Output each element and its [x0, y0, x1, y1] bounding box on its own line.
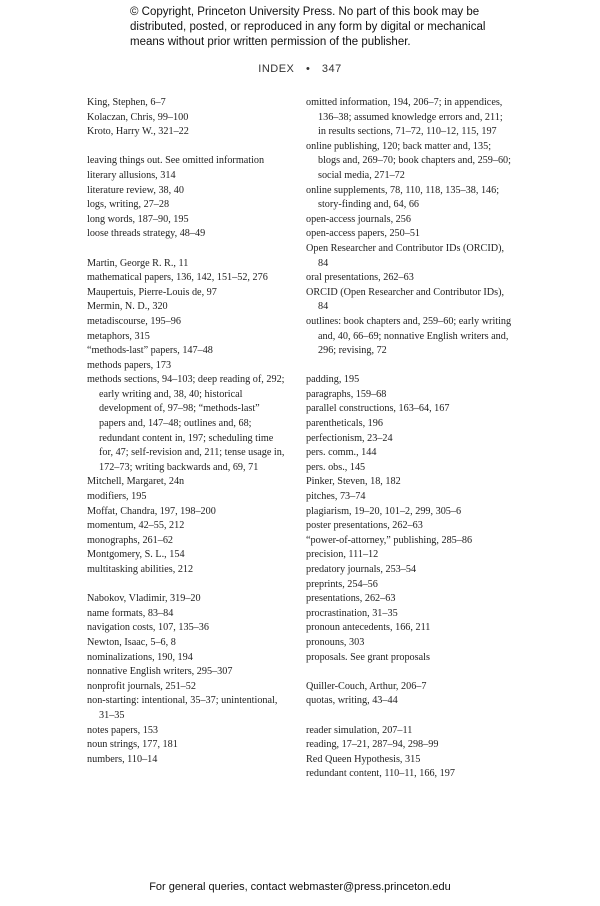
header-bullet: • [305, 63, 311, 75]
index-entry: presentations, 262–63 [306, 593, 396, 605]
index-entry: King, Stephen, 6–7 [87, 97, 166, 108]
index-entry: perfectionism, 23–24 [306, 432, 393, 444]
index-entry: modifiers, 195 [87, 491, 147, 503]
index-entry: Kroto, Harry W., 321–22 [87, 126, 189, 138]
index-entry: parentheticals, 196 [306, 418, 383, 430]
index-entry: Quiller-Couch, Arthur, 206–7 [306, 680, 427, 692]
index-entry: paragraphs, 159–68 [306, 388, 387, 400]
index-entry: name formats, 83–84 [87, 607, 174, 619]
index-entry: Open Researcher and Contributor IDs (ORCID), 84 [306, 242, 505, 269]
index-entry: pitches, 73–74 [306, 491, 366, 503]
index-entry: notes papers, 153 [87, 724, 159, 736]
index-entry: literary allusions, 314 [87, 169, 176, 181]
index-entry: quotas, writing, 43–44 [306, 695, 398, 707]
index-entry: metaphors, 315 [87, 330, 150, 342]
index-entry: redundant content, 110–11, 166, 197 [306, 768, 455, 780]
index-entry: Montgomery, S. L., 154 [87, 549, 185, 561]
index-entry: “power-of-attorney,” publishing, 285–86 [306, 534, 473, 546]
index-entry: omitted information, 194, 206–7; in appendices, 136–38; assumed knowledge errors and, 211; in results sections, 71–72, 110–12, 115, 197 [306, 97, 503, 138]
index-entry: open-access papers, 250–51 [306, 228, 421, 240]
index-entry: ORCID (Open Researcher and Contributor IDs), 84 [306, 286, 505, 313]
index-gap [306, 359, 512, 374]
index-entry: proposals. See grant proposals [306, 651, 430, 663]
index-entry: open-access journals, 256 [306, 213, 411, 225]
index-entry: nonprofit journals, 251–52 [87, 680, 196, 692]
index-gap [87, 242, 287, 257]
index-gap [87, 140, 287, 155]
index-entry: leaving things out. See omitted information [87, 155, 265, 167]
index-entry: long words, 187–90, 195 [87, 213, 189, 225]
index-entry: Pinker, Steven, 18, 182 [306, 476, 401, 488]
index-entry: nominalizations, 190, 194 [87, 651, 193, 663]
index-entry: reading, 17–21, 287–94, 298–99 [306, 739, 439, 751]
index-entry: Red Queen Hypothesis, 315 [306, 753, 421, 765]
index-gap [306, 665, 512, 680]
index-entry: Mermin, N. D., 320 [87, 301, 168, 313]
index-entry: momentum, 42–55, 212 [87, 520, 185, 532]
index-gap [306, 709, 512, 724]
index-entry: multitasking abilities, 212 [87, 564, 194, 575]
index-entry: navigation costs, 107, 135–36 [87, 622, 209, 634]
index-entry: loose threads strategy, 48–49 [87, 228, 206, 240]
index-entry: predatory journals, 253–54 [306, 564, 417, 575]
index-column-right [306, 96, 512, 782]
section-title: INDEX [258, 63, 295, 75]
index-entry: literature review, 38, 40 [87, 184, 184, 196]
index-entry: numbers, 110–14 [87, 753, 158, 765]
index-entry: nonnative English writers, 295–307 [87, 666, 233, 678]
index-entry: monographs, 261–62 [87, 534, 174, 546]
index-entry: padding, 195 [306, 374, 360, 386]
index-entry: Nabokov, Vladimir, 319–20 [87, 593, 201, 605]
index-entry: reader simulation, 207–11 [306, 724, 413, 736]
index-entry: Maupertuis, Pierre-Louis de, 97 [87, 286, 217, 298]
index-entry: pers. obs., 145 [306, 461, 366, 473]
index-entry: pronouns, 303 [306, 636, 365, 648]
index-entry: methods papers, 173 [87, 359, 172, 371]
index-entry: procrastination, 31–35 [306, 607, 398, 619]
index-entry: Martin, George R. R., 11 [87, 257, 189, 269]
index-entry: “methods-last” papers, 147–48 [87, 345, 213, 357]
index-entry: Moffat, Chandra, 197, 198–200 [87, 505, 216, 517]
index-entry: logs, writing, 27–28 [87, 199, 170, 211]
index-entry: pers. comm., 144 [306, 447, 377, 459]
index-entry: Mitchell, Margaret, 24n [87, 476, 185, 488]
index-entry: metadiscourse, 195–96 [87, 315, 181, 327]
index-gap [87, 578, 287, 593]
footer-contact: For general queries, contact webmaster@press.princeton.edu [149, 881, 451, 893]
index-entry: Kolaczan, Chris, 99–100 [87, 111, 189, 123]
index-entry: Newton, Isaac, 5–6, 8 [87, 636, 176, 648]
index-entry: noun strings, 177, 181 [87, 739, 178, 751]
index-entry: plagiarism, 19–20, 101–2, 299, 305–6 [306, 505, 462, 517]
index-column-left [87, 96, 287, 767]
index-entry: outlines: book chapters and, 259–60; early writing and, 40, 66–69; nonnative English writers and, 296; revising, 72 [306, 315, 512, 357]
index-entry: mathematical papers, 136, 142, 151–52, 276 [87, 272, 268, 284]
index-entry: pronoun antecedents, 166, 211 [306, 622, 431, 634]
index-entry: precision, 111–12 [306, 549, 379, 561]
index-entry: non-starting: intentional, 35–37; unintentional, 31–35 [87, 695, 278, 721]
index-entry: poster presentations, 262–63 [306, 520, 423, 532]
copyright-notice: © Copyright, Princeton University Press. No part of this book may be distributed, posted, or reproduced in any form by digital or mechanical means without prior written permission of the publisher. [130, 6, 486, 48]
index-entry: online publishing, 120; back matter and, 135; blogs and, 269–70; book chapters and, 259–60; social media, 271–72 [306, 140, 511, 181]
index-entry: online supplements, 78, 110, 118, 135–38, 146; story-finding and, 64, 66 [306, 184, 500, 211]
running-header [0, 63, 600, 75]
page-number: 347 [321, 63, 342, 75]
index-entry: parallel constructions, 163–64, 167 [306, 403, 450, 415]
index-entry: oral presentations, 262–63 [306, 272, 414, 284]
index-entry: methods sections, 94–103; deep reading of, 292; early writing and, 38, 40; historical development of, 97–98; “methods-last” papers and, 147–48; outlines and, 68; redundant content in, 197; scheduling time for, 47; self-revision and, 211; tense usage in, 172–73; writing backwards and, 69, 71 [87, 374, 285, 473]
index-entry: preprints, 254–56 [306, 578, 378, 590]
